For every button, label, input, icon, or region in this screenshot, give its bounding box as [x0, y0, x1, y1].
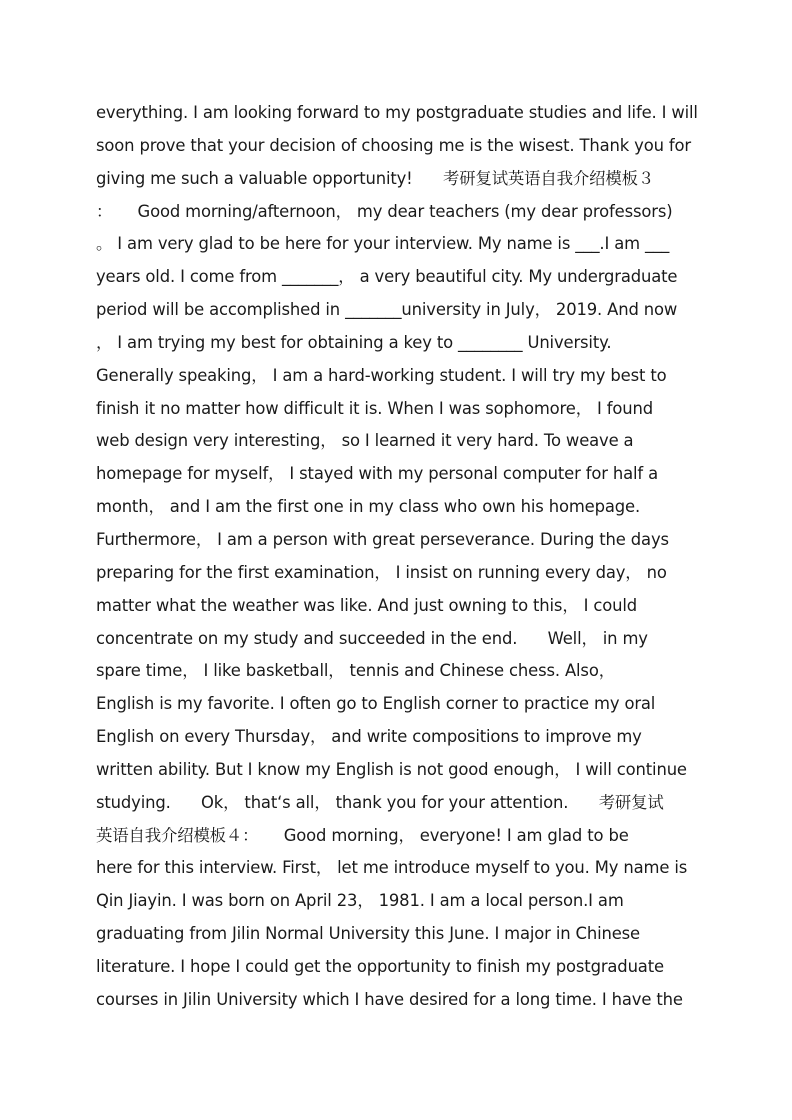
- text-line: ： Good morning/afternoon， my dear teachers (my dear professors): [96, 201, 673, 221]
- text-line: written ability. But I know my English is not good enough， I will continue: [96, 759, 687, 779]
- text-line: English on every Thursday， and write compositions to improve my: [96, 727, 642, 747]
- text-line: Qin Jiayin. I was born on April 23， 1981. I am a local person.I am: [96, 891, 624, 911]
- text-line: everything. I am looking forward to my postgraduate studies and life. I will: [96, 103, 698, 122]
- text-line: preparing for the first examination， I insist on running every day， no: [96, 562, 667, 582]
- text-line: concentrate on my study and succeeded in the end. Well， in my: [96, 628, 648, 648]
- text-line: matter what the weather was like. And just owning to this， I could: [96, 595, 637, 615]
- text-line: soon prove that your decision of choosing me is the wisest. Thank you for: [96, 135, 691, 155]
- text-line: homepage for myself， I stayed with my personal computer for half a: [96, 464, 658, 484]
- text-line: web design very interesting， so I learned it very hard. To weave a: [96, 431, 634, 451]
- body-text: [96, 97, 706, 1017]
- text-line: finish it no matter how difficult it is. When I was sophomore， I found: [96, 398, 653, 418]
- text-line: period will be accomplished in _______university in July， 2019. And now: [96, 300, 678, 320]
- text-line: month， and I am the first one in my class who own his homepage.: [96, 497, 641, 517]
- text-line: English is my favorite. I often go to English corner to practice my oral: [96, 694, 656, 714]
- text-line: ， I am trying my best for obtaining a key to ________ University.: [96, 332, 612, 352]
- text-line: 。 I am very glad to be here for your interview. My name is ___.I am ___: [96, 234, 670, 254]
- text-line: studying. Ok， that‘s all， thank you for your attention. 考研复试: [96, 792, 664, 812]
- text-line: giving me such a valuable opportunity! 考研复试英语自我介绍模板３: [96, 168, 655, 188]
- text-line: 英语自我介绍模板４： Good morning， everyone! I am glad to be: [96, 825, 629, 845]
- text-line: graduating from Jilin Normal University this June. I major in Chinese: [96, 924, 640, 944]
- text-line: literature. I hope I could get the opportunity to finish my postgraduate: [96, 956, 664, 976]
- text-line: Generally speaking， I am a hard-working student. I will try my best to: [96, 365, 667, 385]
- text-line: Furthermore， I am a person with great perseverance. During the days: [96, 529, 669, 549]
- text-line: here for this interview. First， let me introduce myself to you. My name is: [96, 858, 688, 878]
- text-line: years old. I come from _______， a very beautiful city. My undergraduate: [96, 267, 678, 287]
- text-line: spare time， I like basketball， tennis and Chinese chess. Also，: [96, 661, 615, 681]
- text-line: courses in Jilin University which I have desired for a long time. I have the: [96, 989, 683, 1009]
